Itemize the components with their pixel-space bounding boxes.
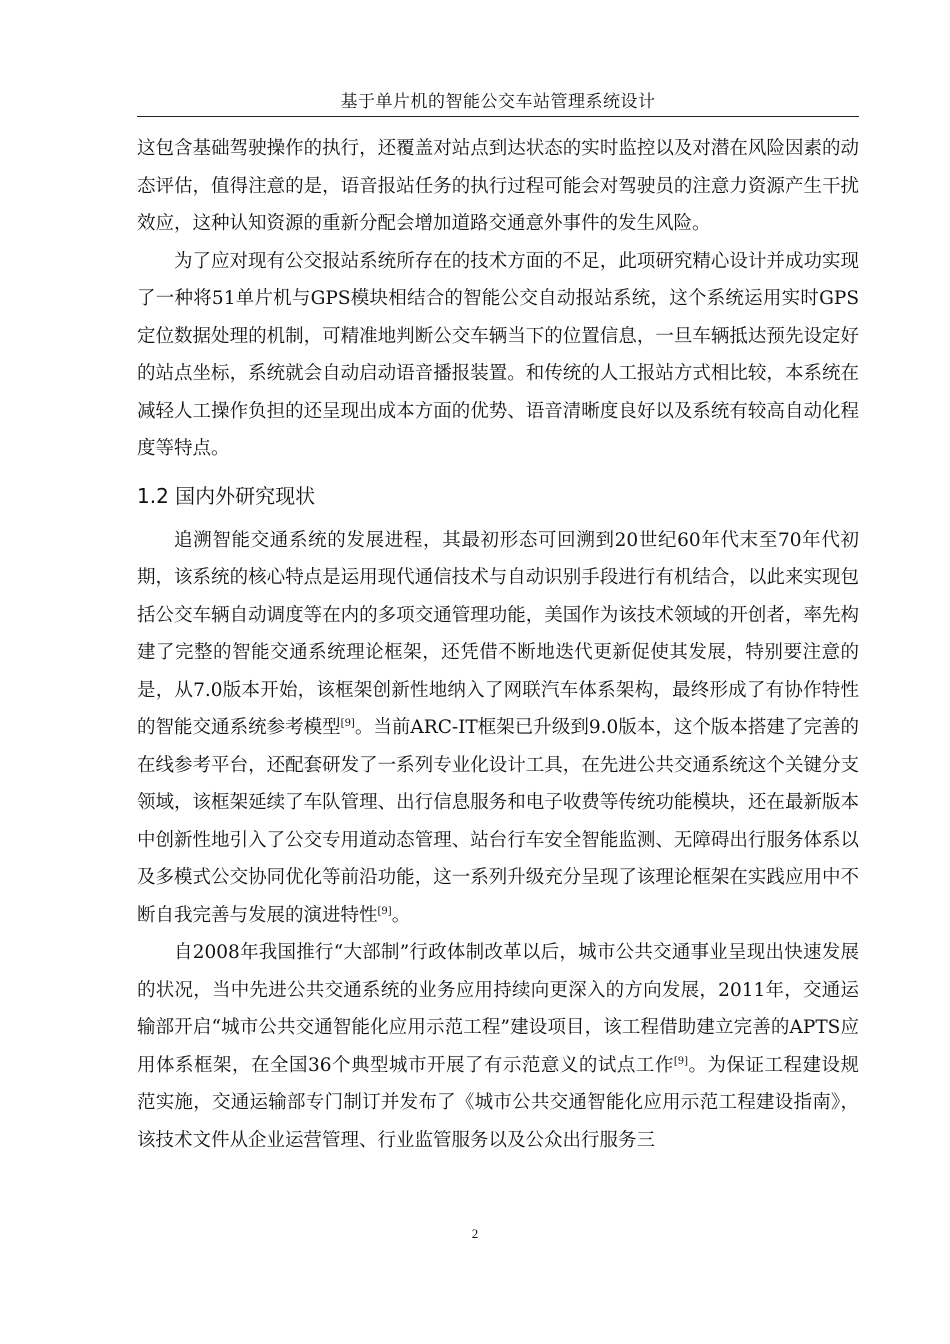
page-body	[137, 130, 859, 1159]
paragraph-text: 。为保证工程建设规范实施，交通运输部专门制订并发布了《城市公共交通智能化应用示范工程建设指南》，该技术文件从企业运营管理、行业监管服务以及公众出行服务三	[137, 1054, 859, 1151]
citation-ref: [9]	[673, 1055, 689, 1067]
paragraph-text: 追溯智能交通系统的发展进程，其最初形态可回溯到20世纪60年代末至70年代初期，该系统的核心特点是运用现代通信技术与自动识别手段进行有机结合，以此来实现包括公交车辆自动调度等在内的多项交通管理功能，美国作为该技术领域的开创者，率先构建了完整的智能交通系统理论框架，还凭借不断地迭代更新促使其发展，特别要注意的是，从7.0版本开始，该框架创新性地纳入了网联汽车体系架构，最终形成了有协作特性的智能交通系统参考模型	[137, 529, 859, 738]
section-heading: 1.2 国内外研究现状	[137, 483, 316, 508]
paragraph-text: 自2008年我国推行“大部制”行政体制改革以后，城市公共交通事业呈现出快速发展的状况，当中先进公共交通系统的业务应用持续向更深入的方向发展，2011年，交通运输部开启“城市公共交通智能化应用示范工程”建设项目，该工程借助建立完善的APTS应用体系框架，在全国36个典型城市开展了有示范意义的试点工作	[137, 942, 859, 1076]
paragraph-its-history	[137, 522, 859, 935]
paragraph-text: 。	[391, 904, 411, 926]
citation-ref: [9]	[340, 718, 355, 729]
citation-ref: [9]	[377, 905, 392, 917]
paragraph-china-development	[137, 934, 859, 1159]
running-header: 基于单片机的智能公交车站管理系统设计	[137, 90, 859, 117]
paragraph-system-design: 为了应对现有公交报站系统所存在的技术方面的不足，此项研究精心设计并成功实现了一种将51单片机与GPS模块相结合的智能公交自动报站系统，这个系统运用实时GPS定位数据处理的机制，可精准地判断公交车辆当下的位置信息，一旦车辆抵达预先设定好的站点坐标，系统就会自动启动语音播报装置。和传统的人工报站方式相比较，本系统在减轻人工操作负担的还呈现出成本方面的优势、语音清晰度良好以及系统有较高自动化程度等特点。	[137, 250, 859, 459]
paragraph-text: 。当前ARC-IT框架已升级到9.0版本，这个版本搭建了完善的在线参考平台，还配套研发了一系列专业化设计工具，在先进公共交通系统这个关键分支领域，该框架延续了车队管理、出行信息服务和电子收费等传统功能模块，还在最新版本中创新性地引入了公交专用道动态管理、站台行车安全智能监测、无障碍出行服务体系以及多模式公交协同优化等前沿功能，这一系列升级充分呈现了该理论框架在实践应用中不断自我完善与发展的演进特性	[137, 717, 859, 926]
paragraph-continuation: 这包含基础驾驶操作的执行，还覆盖对站点到达状态的实时监控以及对潜在风险因素的动态评估，值得注意的是，语音报站任务的执行过程可能会对驾驶员的注意力资源产生干扰效应，这种认知资源的重新分配会增加道路交通意外事件的发生风险。	[137, 138, 859, 234]
page-number: 2	[471, 1226, 479, 1241]
